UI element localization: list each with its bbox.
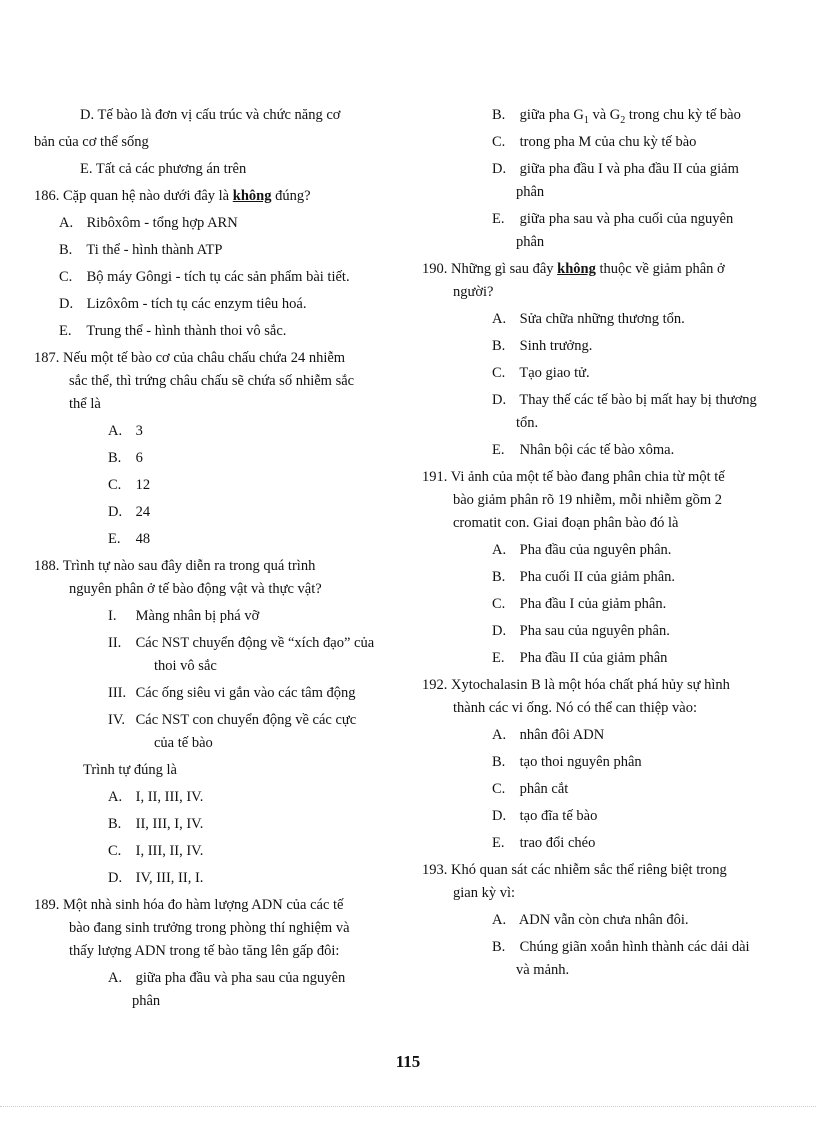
q192-stem-line1: 192. Xytochalasin B là một hóa chất phá hủy sự hình: [422, 677, 730, 693]
option-label: C.: [108, 843, 122, 859]
option-label: C.: [492, 781, 506, 797]
option-text: 24: [135, 504, 151, 520]
subscript-2: 2: [620, 114, 626, 126]
q189-option-b: [422, 104, 784, 131]
q187-stem-line3: thể là: [69, 396, 101, 412]
q190-option-d: [422, 389, 784, 412]
q193-option-b-cont: và mảnh.: [516, 962, 570, 978]
item-text: Các NST chuyển động về “xích đạo” của: [135, 635, 375, 651]
q187-option-c: [34, 474, 404, 501]
option-text: 48: [135, 531, 151, 547]
q186-stem-emph: không: [232, 188, 272, 204]
option-text: giữa pha đầu và pha sau của nguyên: [135, 970, 346, 986]
option-text: IV, III, II, I.: [135, 870, 204, 886]
right-column: [422, 104, 784, 986]
q188-item-1: [34, 605, 404, 632]
q189-stem-line1: 189. Một nhà sinh hóa đo hàm lượng ADN của các tế: [34, 897, 344, 913]
q192-option-e: [422, 832, 784, 859]
option-label: D.: [492, 808, 507, 824]
option-text: Thay thế các tế bào bị mất hay bị thương: [519, 392, 757, 408]
q186-stem-post: đúng?: [271, 188, 311, 204]
option-label: A.: [492, 727, 507, 743]
option-label: E.: [59, 323, 72, 339]
q189-option-c: [422, 131, 784, 158]
option-text: giữa pha sau và pha cuối của nguyên: [519, 211, 734, 227]
option-text: 6: [135, 450, 143, 466]
page-bottom-divider: [0, 1106, 816, 1107]
item-label: IV.: [108, 712, 126, 728]
subscript-1: 1: [583, 114, 589, 126]
q188-option-b: [34, 813, 404, 840]
option-label: B.: [108, 450, 122, 466]
q192-option-d: [422, 805, 784, 832]
q191-stem-line3: cromatit con. Giai đoạn phân bào đó là: [453, 515, 679, 531]
q189-option-a: [34, 967, 404, 990]
option-text: Tạo giao tử.: [519, 365, 590, 381]
q187-stem-line1: 187. Nếu một tế bào cơ của châu chấu chứa 24 nhiễm: [34, 350, 346, 366]
q190-option-c: [422, 362, 784, 389]
option-text: Chúng giãn xoắn hình thành các dải dài: [519, 939, 750, 955]
q191-stem-line2: bào giảm phân rõ 19 nhiễm, mỗi nhiễm gồm 2: [453, 492, 723, 508]
option-label: E.: [492, 442, 505, 458]
q190-stem-line2: người?: [453, 284, 494, 300]
q188-item-2-cont: thoi vô sắc: [154, 658, 217, 674]
option-label: A.: [108, 970, 123, 986]
option-label: B.: [59, 242, 73, 258]
option-text: trao đổi chéo: [519, 835, 596, 851]
option-text-pre: giữa pha G: [519, 107, 584, 123]
q191-stem-line1: 191. Vi ảnh của một tế bào đang phân chia từ một tế: [422, 469, 725, 485]
q193-stem-line2: gian kỳ vì:: [453, 885, 516, 901]
option-text-mid: và G: [588, 107, 621, 123]
q190-stem: [422, 258, 784, 281]
q187-stem-line2: sắc thể, thì trứng châu chấu sẽ chứa số nhiễm sắc: [69, 373, 355, 389]
option-text: II, III, I, IV.: [135, 816, 204, 832]
q186-stem-pre: 186. Cặp quan hệ nào dưới đây là: [34, 188, 233, 204]
q193-stem-line1: 193. Khó quan sát các nhiễm sắc thể riêng biệt trong: [422, 862, 727, 878]
q187-option-e: [34, 528, 404, 555]
option-label: A.: [108, 423, 123, 439]
option-text: tạo đĩa tế bào: [519, 808, 598, 824]
q189-option-d: [422, 158, 784, 181]
option-text: Nhân bội các tế bào xôma.: [519, 442, 675, 458]
q187-option-b: [34, 447, 404, 474]
option-label: D.: [108, 870, 123, 886]
option-text: nhân đôi ADN: [519, 727, 605, 743]
item-label: III.: [108, 685, 127, 701]
option-text: Pha cuối II của giảm phân.: [519, 569, 676, 585]
option-text-post: trong chu kỳ tế bào: [625, 107, 741, 123]
option-label: B.: [492, 939, 506, 955]
q188-item-4: [34, 709, 404, 732]
option-label: D.: [492, 392, 507, 408]
q189-option-a-cont: phân: [132, 993, 161, 1009]
q186-option-b: [34, 239, 404, 266]
q189-option-e: [422, 208, 784, 231]
page-number: 115: [395, 1052, 421, 1071]
option-label: C.: [492, 596, 506, 612]
option-label: D.: [492, 161, 507, 177]
q185-option-e: E. Tất cả các phương án trên: [80, 161, 247, 177]
option-text: Sửa chữa những thương tổn.: [519, 311, 685, 327]
q186-option-c: [34, 266, 404, 293]
q191-option-d: [422, 620, 784, 647]
option-text: ADN vẫn còn chưa nhân đôi.: [518, 912, 689, 928]
option-text: Pha đầu I của giảm phân.: [519, 596, 667, 612]
option-label: D.: [59, 296, 74, 312]
q189-stem-line2: bào đang sinh trưởng trong phòng thí nghiệm và: [69, 920, 350, 936]
option-text: Pha sau của nguyên phân.: [519, 623, 670, 639]
q190-stem-post: thuộc về giảm phân ở: [595, 261, 725, 277]
option-text: I, III, II, IV.: [135, 843, 204, 859]
option-label: E.: [492, 211, 505, 227]
option-text: Trung thể - hình thành thoi vô sắc.: [86, 323, 287, 339]
q188-option-d: [34, 867, 404, 894]
option-text: Pha đầu II của giảm phân: [519, 650, 668, 666]
option-text: giữa pha đầu I và pha đầu II của giảm: [519, 161, 739, 177]
option-text: trong pha M của chu kỳ tế bào: [519, 134, 697, 150]
option-label: B.: [492, 107, 506, 123]
option-label: C.: [492, 134, 506, 150]
q189-option-d-cont: phân: [516, 184, 545, 200]
item-text: Màng nhân bị phá vỡ: [135, 608, 260, 624]
option-label: D.: [492, 623, 507, 639]
q190-stem-emph: không: [557, 261, 596, 277]
q188-option-a: [34, 786, 404, 813]
q188-order-label: Trình tự đúng là: [83, 762, 177, 778]
q186-option-e: [34, 320, 404, 347]
item-label: II.: [108, 635, 122, 651]
q192-stem-line2: thành các vi ống. Nó có thể can thiệp vào:: [453, 700, 698, 716]
option-text: Ti thể - hình thành ATP: [86, 242, 223, 258]
q186-option-d: [34, 293, 404, 320]
option-text: Bộ máy Gôngi - tích tụ các sản phẩm bài tiết.: [86, 269, 350, 285]
q193-option-b: [422, 936, 784, 959]
q185-option-d-line2: bản của cơ thể sống: [34, 134, 149, 150]
option-label: C.: [59, 269, 73, 285]
q189-option-e-cont: phân: [516, 234, 545, 250]
option-label: A.: [59, 215, 74, 231]
option-label: E.: [492, 835, 505, 851]
q190-stem-pre: 190. Những gì sau đây: [422, 261, 558, 277]
q190-option-d-cont: tổn.: [516, 415, 539, 431]
item-text: Các ống siêu vi gắn vào các tâm động: [135, 685, 356, 701]
option-text: tạo thoi nguyên phân: [519, 754, 642, 770]
q186-option-a: [34, 212, 404, 239]
q191-option-e: [422, 647, 784, 674]
q185-option-d-line1: D. Tế bào là đơn vị cấu trúc và chức năng cơ: [80, 107, 341, 123]
option-text: I, II, III, IV.: [135, 789, 204, 805]
q193-option-a: [422, 909, 784, 936]
q188-stem-line1: 188. Trình tự nào sau đây diễn ra trong quá trình: [34, 558, 316, 574]
option-label: E.: [492, 650, 505, 666]
option-label: A.: [492, 912, 507, 928]
q191-option-b: [422, 566, 784, 593]
q190-option-e: [422, 439, 784, 466]
option-label: A.: [492, 542, 507, 558]
option-text: Pha đầu của nguyên phân.: [519, 542, 672, 558]
option-text: Ribôxôm - tổng hợp ARN: [86, 215, 238, 231]
option-text: Lizôxôm - tích tụ các enzym tiêu hoá.: [86, 296, 307, 312]
q187-option-d: [34, 501, 404, 528]
q188-stem-line2: nguyên phân ở tế bào động vật và thực vật?: [69, 581, 322, 597]
option-text: phân cắt: [519, 781, 569, 797]
q192-option-c: [422, 778, 784, 805]
option-label: C.: [108, 477, 122, 493]
option-label: B.: [492, 338, 506, 354]
option-label: C.: [492, 365, 506, 381]
q192-option-a: [422, 724, 784, 751]
q188-item-2: [34, 632, 404, 655]
option-label: B.: [492, 754, 506, 770]
option-label: E.: [108, 531, 121, 547]
q188-item-4-cont: của tế bào: [154, 735, 213, 751]
option-text: 12: [135, 477, 151, 493]
option-text: 3: [135, 423, 143, 439]
q190-option-a: [422, 308, 784, 335]
option-label: B.: [108, 816, 122, 832]
item-text: Các NST con chuyển động về các cực: [135, 712, 357, 728]
q191-option-c: [422, 593, 784, 620]
option-label: A.: [108, 789, 123, 805]
q191-option-a: [422, 539, 784, 566]
q188-item-3: [34, 682, 404, 709]
q188-option-c: [34, 840, 404, 867]
option-label: D.: [108, 504, 123, 520]
q190-option-b: [422, 335, 784, 362]
left-column: [34, 104, 404, 1017]
option-label: A.: [492, 311, 507, 327]
item-label: I.: [108, 608, 117, 624]
option-text: Sinh trưởng.: [519, 338, 593, 354]
q186-stem: [34, 185, 404, 212]
q187-option-a: [34, 420, 404, 447]
option-label: B.: [492, 569, 506, 585]
q189-stem-line3: thấy lượng ADN trong tế bào tăng lên gấp đôi:: [69, 943, 340, 959]
q192-option-b: [422, 751, 784, 778]
